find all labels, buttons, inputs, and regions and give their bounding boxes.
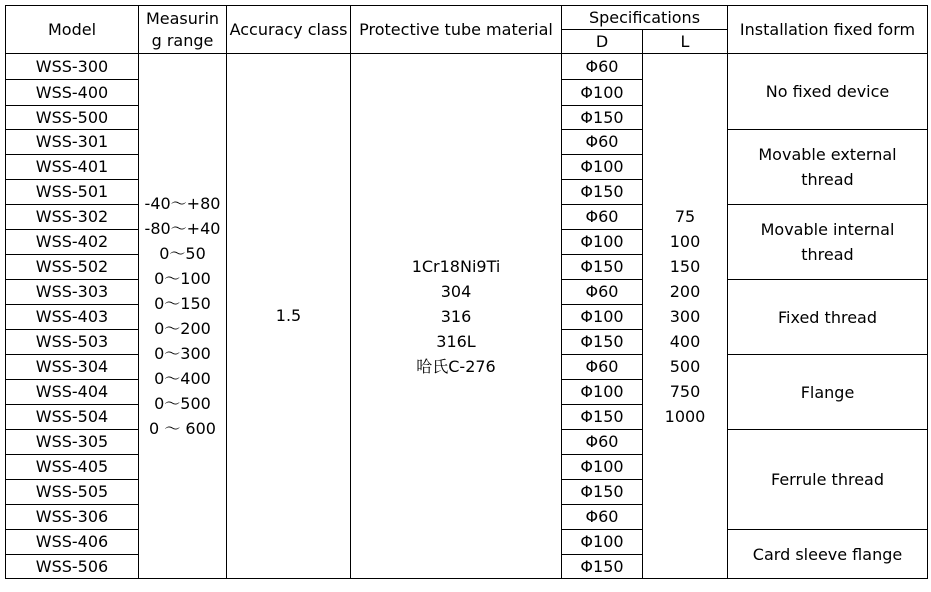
header-installation: Installation fixed form (728, 6, 928, 54)
installation-form-line: Fixed thread (778, 307, 877, 327)
installation-form-cell (728, 205, 928, 280)
header-measuring-range-line: g range (151, 30, 214, 50)
measuring-range-value: 0～50 (159, 244, 206, 263)
spec-l-value: 300 (669, 306, 701, 326)
spec-d-cell: Φ60 (562, 130, 643, 155)
spec-d-cell: Φ100 (562, 155, 643, 180)
measuring-range-value: 0～400 (154, 369, 211, 388)
model-cell: WSS-502 (6, 255, 139, 280)
spec-d-cell: Φ100 (562, 530, 643, 555)
model-cell: WSS-404 (6, 380, 139, 405)
measuring-range-value: -40～+80 (144, 194, 221, 213)
installation-form-cell (728, 430, 928, 530)
table-row (6, 54, 928, 80)
model-cell: WSS-402 (6, 230, 139, 255)
header-specifications: Specifications (562, 6, 728, 30)
model-cell: WSS-302 (6, 205, 139, 230)
model-cell: WSS-303 (6, 280, 139, 305)
spec-d-cell: Φ150 (562, 555, 643, 579)
installation-form-line: thread (801, 245, 854, 264)
installation-form-cell (728, 54, 928, 130)
tube-material-value: 1Cr18Ni9Ti (411, 256, 501, 276)
spec-d-cell: Φ100 (562, 380, 643, 405)
measuring-range-value: 0～300 (154, 344, 211, 363)
spec-l-value: 100 (669, 231, 701, 251)
model-cell: WSS-405 (6, 455, 139, 480)
spec-d-cell: Φ100 (562, 230, 643, 255)
spec-d-cell: Φ150 (562, 405, 643, 430)
model-cell: WSS-304 (6, 355, 139, 380)
measuring-range-cell (139, 54, 227, 579)
model-cell: WSS-300 (6, 54, 139, 80)
spec-d-cell: Φ150 (562, 106, 643, 130)
measuring-range-value: 0～200 (154, 319, 211, 338)
model-cell: WSS-503 (6, 330, 139, 355)
spec-l-value: 1000 (664, 406, 706, 426)
measuring-range-value: 0～100 (154, 269, 211, 288)
model-cell: WSS-406 (6, 530, 139, 555)
spec-d-cell: Φ60 (562, 355, 643, 380)
tube-material-value: 哈氏C-276 (416, 356, 496, 376)
spec-d-cell: Φ60 (562, 505, 643, 530)
model-cell: WSS-501 (6, 180, 139, 205)
spec-l-value: 150 (669, 256, 701, 276)
model-cell: WSS-400 (6, 80, 139, 106)
installation-form-cell (728, 530, 928, 579)
model-cell: WSS-401 (6, 155, 139, 180)
spec-l-value: 750 (669, 381, 701, 401)
header-measuring-range-line: Measurin (145, 8, 220, 28)
model-cell: WSS-306 (6, 505, 139, 530)
tube-material-value: 316 (440, 306, 472, 326)
specifications-table (5, 5, 928, 579)
header-model: Model (6, 6, 139, 54)
header-accuracy-class: Accuracy class (227, 6, 351, 54)
spec-l-value: 400 (669, 331, 701, 351)
spec-d-cell: Φ150 (562, 480, 643, 505)
measuring-range-value: 0 ～ 600 (149, 419, 216, 438)
model-cell: WSS-403 (6, 305, 139, 330)
spec-l-value: 200 (669, 281, 701, 301)
tube-material-value: 316L (436, 331, 476, 351)
installation-form-line: thread (801, 170, 854, 189)
spec-d-cell: Φ60 (562, 280, 643, 305)
model-cell: WSS-301 (6, 130, 139, 155)
measuring-range-value: 0～500 (154, 394, 211, 413)
model-cell: WSS-504 (6, 405, 139, 430)
installation-form-line: Movable external (758, 145, 897, 164)
model-cell: WSS-500 (6, 106, 139, 130)
spec-l-value: 75 (674, 206, 696, 226)
accuracy-class-cell: 1.5 (227, 54, 351, 579)
installation-form-line: Card sleeve flange (752, 544, 903, 564)
spec-d-cell: Φ100 (562, 305, 643, 330)
header-tube-material: Protective tube material (351, 6, 562, 54)
header-spec-d: D (562, 30, 643, 54)
installation-form-cell (728, 280, 928, 355)
model-cell: WSS-505 (6, 480, 139, 505)
measuring-range-value: -80～+40 (144, 219, 221, 238)
spec-d-cell: Φ150 (562, 330, 643, 355)
header-spec-l: L (643, 30, 728, 54)
spec-d-cell: Φ150 (562, 255, 643, 280)
spec-l-cell (643, 54, 728, 579)
measuring-range-value: 0～150 (154, 294, 211, 313)
model-cell: WSS-305 (6, 430, 139, 455)
tube-material-value: 304 (440, 281, 472, 301)
installation-form-line: Movable internal (760, 220, 895, 239)
spec-d-cell: Φ100 (562, 80, 643, 106)
spec-d-cell: Φ100 (562, 455, 643, 480)
header-measuring-range (139, 6, 227, 54)
spec-d-cell: Φ60 (562, 430, 643, 455)
spec-l-value: 500 (669, 356, 701, 376)
spec-d-cell: Φ150 (562, 180, 643, 205)
installation-form-line: Flange (800, 382, 855, 402)
spec-d-cell: Φ60 (562, 54, 643, 80)
tube-material-cell (351, 54, 562, 579)
installation-form-line: No fixed device (765, 82, 890, 101)
spec-d-cell: Φ60 (562, 205, 643, 230)
installation-form-cell (728, 130, 928, 205)
installation-form-line: Ferrule thread (770, 470, 884, 489)
model-cell: WSS-506 (6, 555, 139, 579)
installation-form-cell (728, 355, 928, 430)
